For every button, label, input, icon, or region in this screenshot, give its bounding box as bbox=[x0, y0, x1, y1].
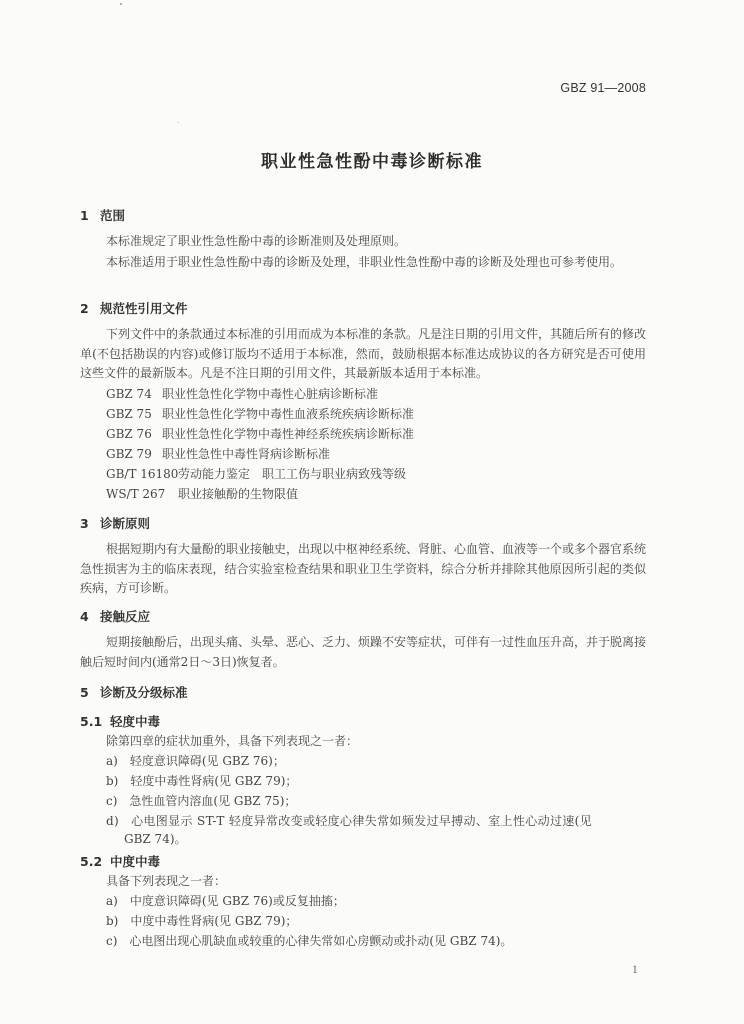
reference-title: 职业接触酚的生物限值 bbox=[178, 487, 299, 501]
reference-item bbox=[106, 485, 298, 504]
subsection-intro: 除第四章的症状加重外，具备下列表现之一者： bbox=[106, 734, 359, 748]
section-number: 2 bbox=[80, 301, 89, 316]
section-1-heading bbox=[80, 206, 125, 224]
reference-code: WS/T 267 bbox=[106, 487, 166, 501]
scan-speck bbox=[120, 3, 122, 5]
list-item bbox=[106, 792, 296, 811]
list-text: 轻度中毒性肾病(见 GBZ 79)； bbox=[130, 774, 298, 788]
list-label: d) bbox=[106, 814, 120, 828]
reference-code: GBZ 75 bbox=[106, 407, 152, 421]
subsection-5-2-heading bbox=[80, 852, 160, 870]
section-5-heading bbox=[80, 683, 188, 701]
section-title: 规范性引用文件 bbox=[100, 301, 188, 316]
section-number: 3 bbox=[80, 516, 89, 531]
list-label: a) bbox=[106, 894, 118, 908]
standard-code: GBZ 91—2008 bbox=[560, 81, 646, 95]
paragraph: 下列文件中的条款通过本标准的引用而成为本标准的条款。凡是注日期的引用文件，其随后所有的修改单(不包括勘误的内容)或修订版均不适用于本标准，然而，鼓励根据本标准达成协议的各方研究是否可使用这些文件的最新版本。凡是不注日期的引用文件，其最新版本适用于本标准。 bbox=[80, 327, 647, 380]
list-text: 心电图显示 ST-T 轻度异常改变或轻度心律失常如频发过早搏动、室上性心动过速(见 bbox=[131, 814, 593, 828]
list-item bbox=[106, 932, 512, 951]
list-item bbox=[106, 752, 285, 771]
list-label: c) bbox=[106, 934, 118, 948]
section-number: 4 bbox=[80, 609, 89, 624]
section-title: 接触反应 bbox=[100, 609, 151, 624]
list-item-continuation: GBZ 74)。 bbox=[124, 832, 187, 846]
reference-title: 职业性急性中毒性肾病诊断标准 bbox=[162, 447, 331, 461]
paragraph: 根据短期内有大量酚的职业接触史，出现以中枢神经系统、肾脏、心血管、血液等一个或多个器官系统急性损害为主的临床表现，结合实验室检查结果和职业卫生学资料，综合分析并排除其他原因所引起的类似疾病，方可诊断。 bbox=[80, 542, 647, 595]
reference-code: GBZ 79 bbox=[106, 447, 152, 461]
list-label: a) bbox=[106, 754, 118, 768]
reference-item bbox=[106, 425, 414, 444]
subsection-number: 5.2 bbox=[80, 854, 103, 869]
list-text: 中度中毒性肾病(见 GBZ 79)； bbox=[130, 914, 298, 928]
scan-speck bbox=[178, 122, 179, 123]
reference-item bbox=[106, 465, 406, 484]
document-title: 职业性急性酚中毒诊断标准 bbox=[261, 152, 483, 172]
section-title: 诊断原则 bbox=[100, 516, 151, 531]
subsection-title: 轻度中毒 bbox=[110, 714, 161, 729]
subsection-title: 中度中毒 bbox=[110, 854, 161, 869]
section-title: 范围 bbox=[100, 208, 126, 223]
list-item bbox=[106, 812, 592, 831]
section-number: 1 bbox=[80, 208, 89, 223]
list-text: 中度意识障碍(见 GBZ 76)或反复抽搐； bbox=[129, 894, 345, 908]
paragraph: 本标准适用于职业性急性酚中毒的诊断及处理，非职业性急性酚中毒的诊断及处理也可参考使用。 bbox=[106, 255, 623, 269]
subsection-intro: 具备下列表现之一者： bbox=[106, 874, 227, 888]
list-text: 轻度意识障碍(见 GBZ 76)； bbox=[129, 754, 285, 768]
section-3-heading bbox=[80, 514, 150, 532]
subsection-5-1-heading bbox=[80, 712, 160, 730]
reference-code: GBZ 76 bbox=[106, 427, 152, 441]
list-text: 心电图出现心肌缺血或较重的心律失常如心房颤动或扑动(见 GBZ 74)。 bbox=[129, 934, 513, 948]
reference-code: GBZ 74 bbox=[106, 387, 152, 401]
section-4-heading bbox=[80, 607, 150, 625]
reference-item bbox=[106, 405, 414, 424]
list-item bbox=[106, 892, 345, 911]
list-item bbox=[106, 772, 297, 791]
reference-item bbox=[106, 385, 378, 404]
subsection-number: 5.1 bbox=[80, 714, 103, 729]
list-text: 急性血管内溶血(见 GBZ 75)； bbox=[129, 794, 297, 808]
list-item bbox=[106, 912, 297, 931]
reference-item bbox=[106, 445, 330, 464]
reference-title: 职业性急性化学物中毒性血液系统疾病诊断标准 bbox=[162, 407, 415, 421]
list-label: b) bbox=[106, 914, 119, 928]
reference-title: 职业性急性化学物中毒性心脏病诊断标准 bbox=[162, 387, 379, 401]
list-label: c) bbox=[106, 794, 118, 808]
paragraph: 短期接触酚后，出现头痛、头晕、恶心、乏力、烦躁不安等症状，可伴有一过性血压升高，并于脱离接触后短时间内(通常2日～3日)恢复者。 bbox=[80, 635, 647, 669]
page-number: 1 bbox=[632, 964, 638, 976]
section-number: 5 bbox=[80, 685, 89, 700]
reference-title: 劳动能力鉴定 职工工伤与职业病致残等级 bbox=[178, 467, 407, 481]
section-2-heading bbox=[80, 299, 188, 317]
list-label: b) bbox=[106, 774, 119, 788]
section-title: 诊断及分级标准 bbox=[100, 685, 188, 700]
reference-title: 职业性急性化学物中毒性神经系统疾病诊断标准 bbox=[162, 427, 415, 441]
paragraph: 本标准规定了职业性急性酚中毒的诊断准则及处理原则。 bbox=[106, 234, 407, 248]
reference-code: GB/T 16180 bbox=[106, 467, 179, 481]
